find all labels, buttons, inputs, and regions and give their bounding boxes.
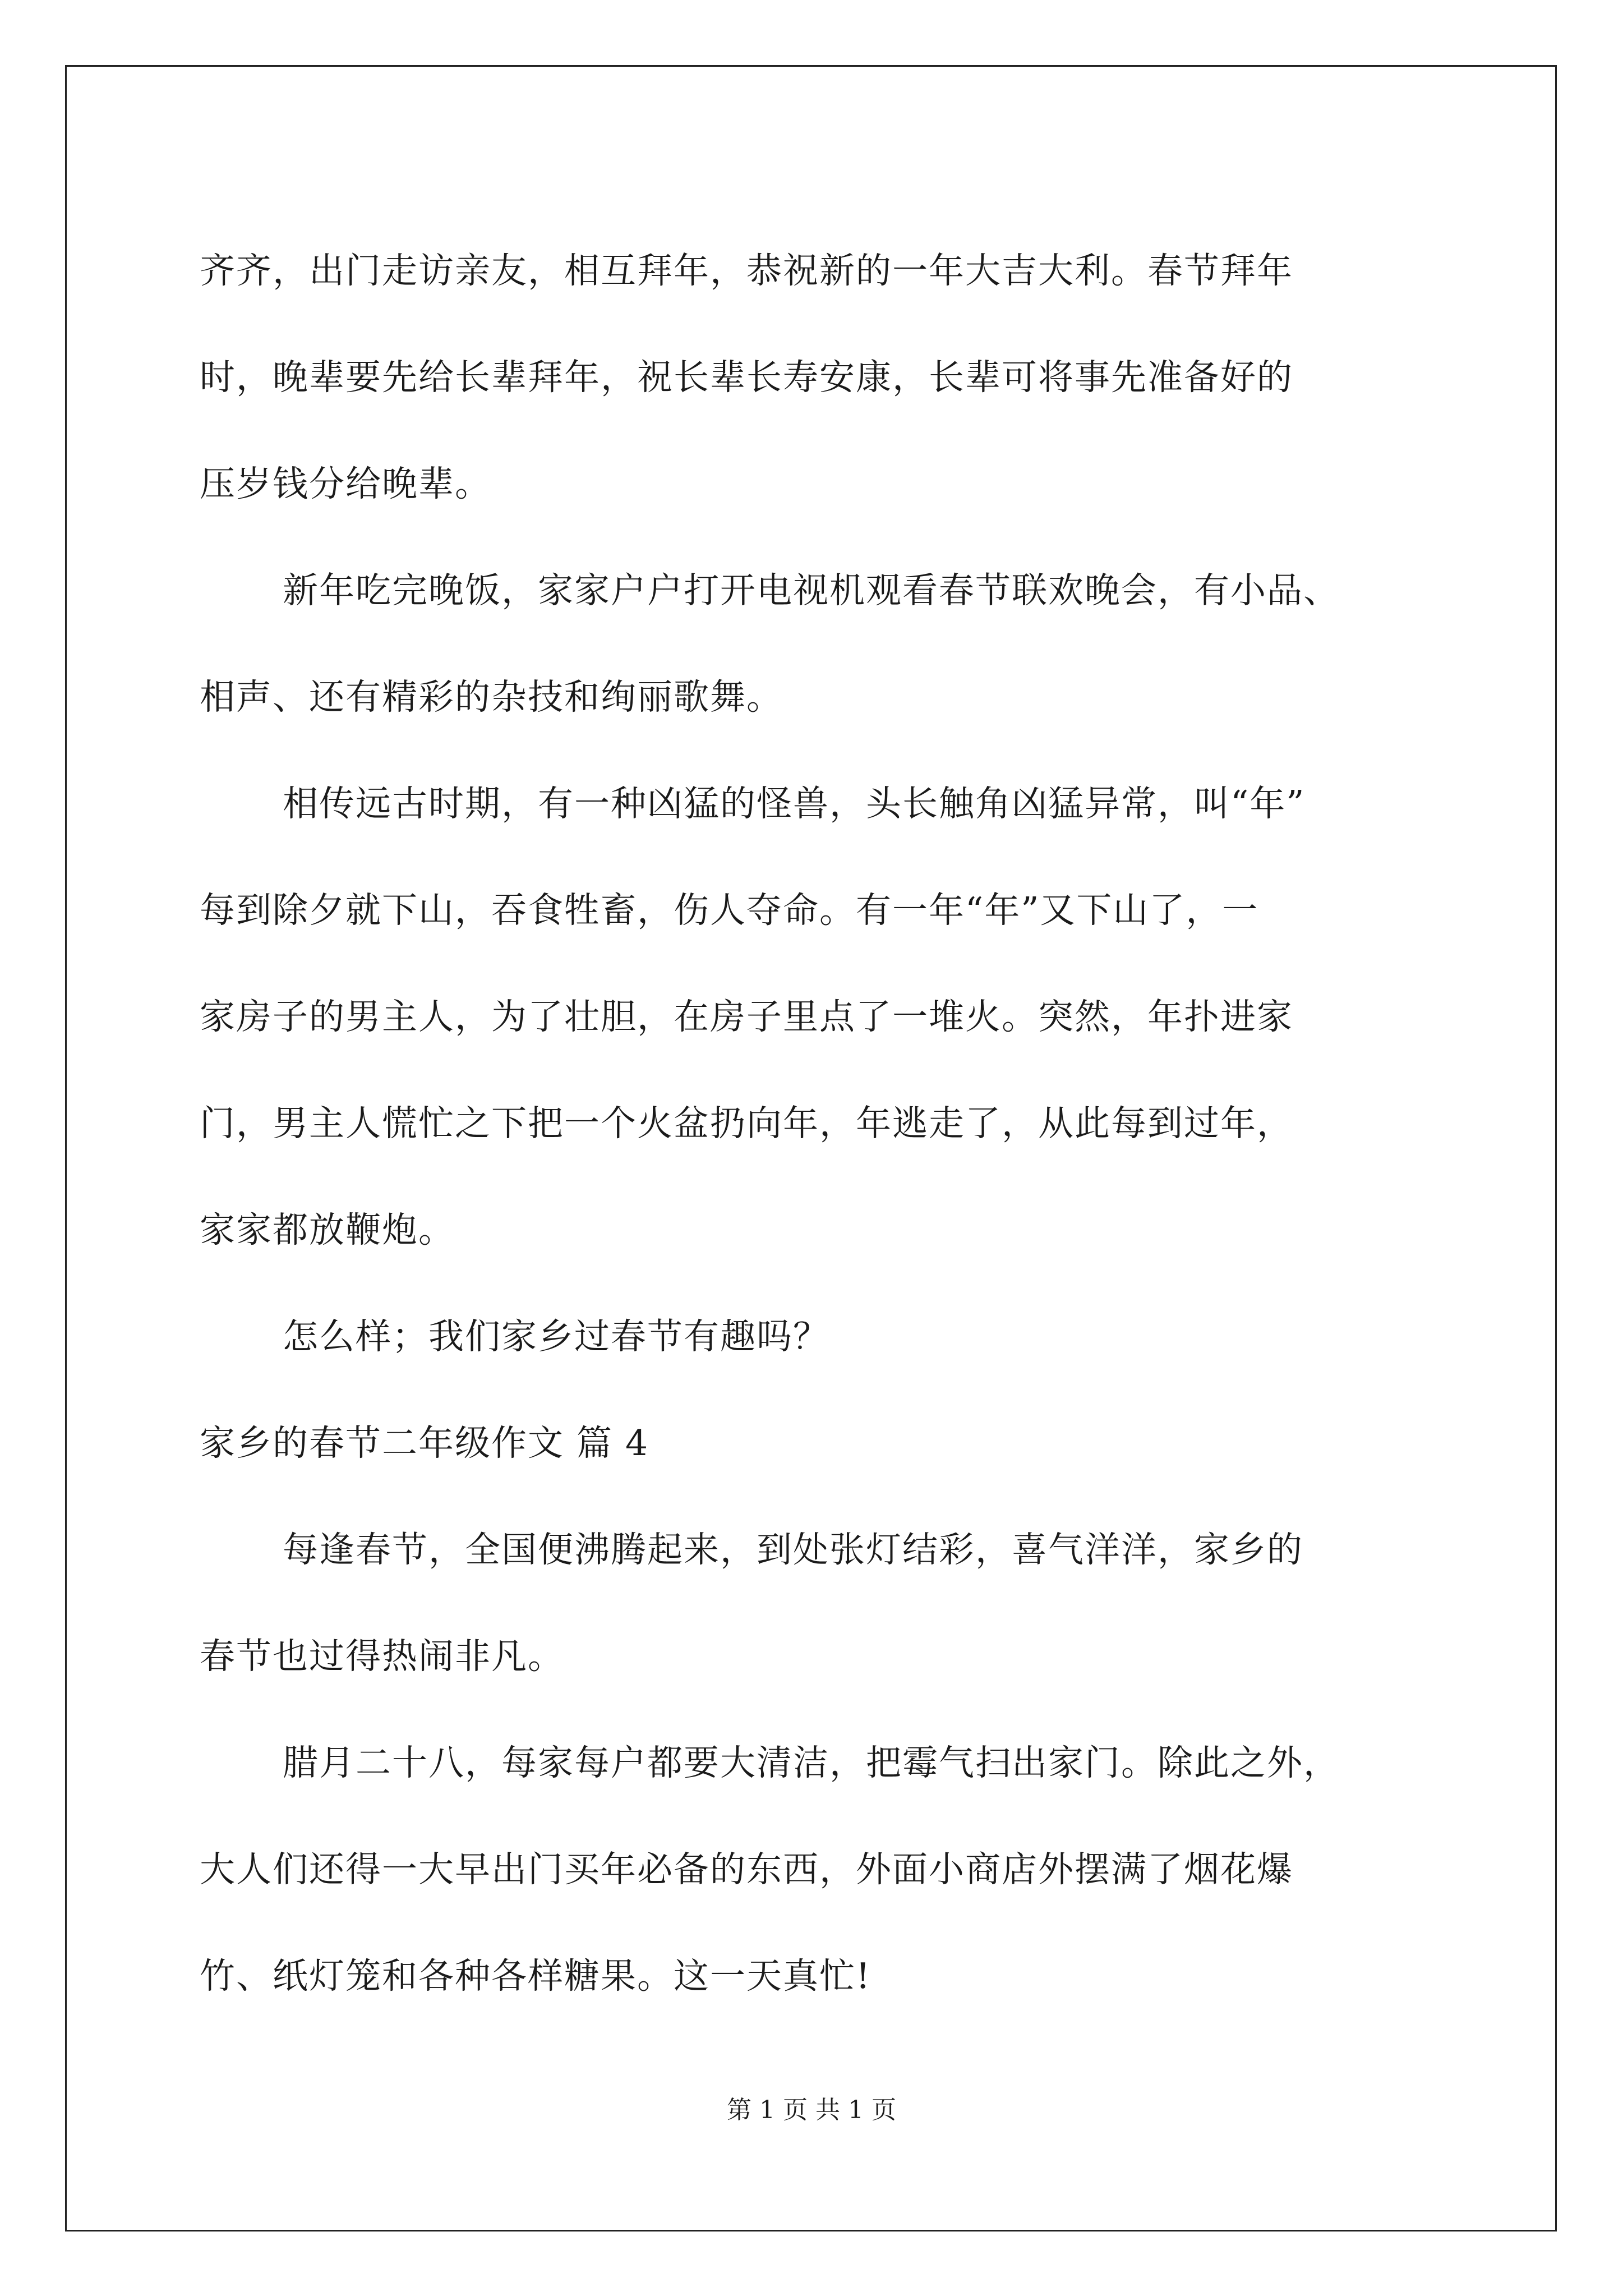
text-line: 压岁钱分给晚辈。 <box>200 463 491 504</box>
text-line: 齐齐，出门走访亲友，相互拜年，恭祝新的一年大吉大利。春节拜年 <box>200 250 1293 291</box>
text-line: 竹、纸灯笼和各种各样糖果。这一天真忙! <box>200 1955 872 1996</box>
paragraph-first-line: 相传远古时期，有一种凶猛的怪兽，头长触角凶猛异常，叫“年” <box>283 783 1306 824</box>
text-line: 家房子的男主人，为了壮胆，在房子里点了一堆火。突然，年扑进家 <box>200 996 1293 1037</box>
text-line: 时，晚辈要先给长辈拜年，祝长辈长寿安康，长辈可将事先准备好的 <box>200 357 1293 398</box>
text-line: 大人们还得一大早出门买年必备的东西，外面小商店外摆满了烟花爆 <box>200 1849 1293 1890</box>
text-line: 每到除夕就下山，吞食牲畜，伤人夺命。有一年“年”又下山了，一 <box>200 890 1259 931</box>
paragraph-first-line: 新年吃完晚饭，家家户户打开电视机观看春节联欢晚会，有小品、 <box>283 570 1340 611</box>
paragraph-first-line: 每逢春节，全国便沸腾起来，到处张灯结彩，喜气洋洋，家乡的 <box>283 1529 1303 1570</box>
paragraph-first-line: 怎么样；我们家乡过春节有趣吗？ <box>283 1316 829 1357</box>
page-number-footer: 第 1 页 共 1 页 <box>727 2096 896 2124</box>
text-line: 春节也过得热闹非凡。 <box>200 1636 564 1677</box>
text-line: 门，男主人慌忙之下把一个火盆扔向年，年逃走了，从此每到过年， <box>200 1103 1293 1144</box>
text-line: 家家都放鞭炮。 <box>200 1209 455 1250</box>
section-heading: 家乡的春节二年级作文 篇 4 <box>200 1423 649 1464</box>
text-line: 相声、还有精彩的杂技和绚丽歌舞。 <box>200 677 783 717</box>
paragraph-first-line: 腊月二十八，每家每户都要大清洁，把霉气扫出家门。除此之外， <box>283 1742 1340 1783</box>
document-body <box>200 218 1436 2030</box>
